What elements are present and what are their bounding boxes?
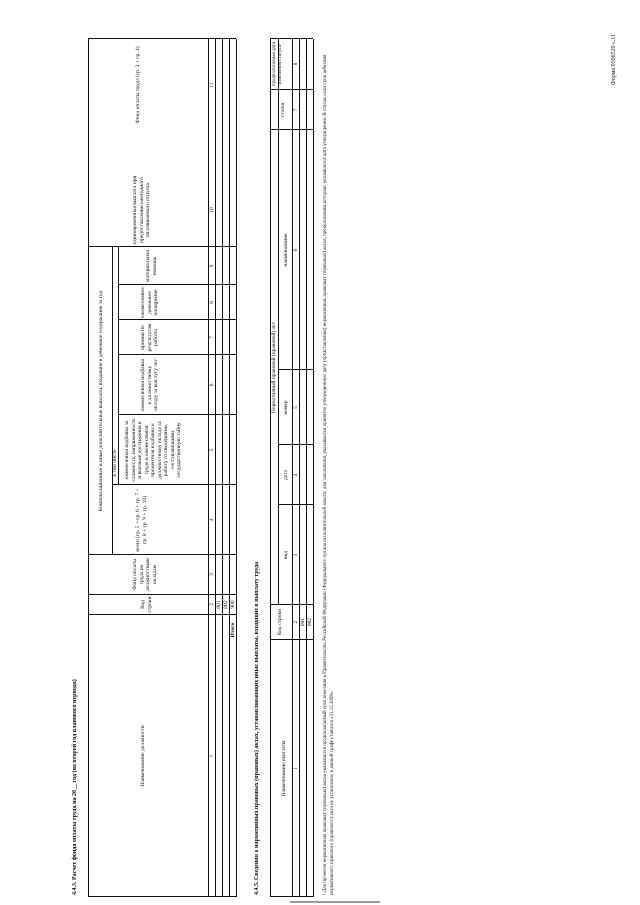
t2-colnum-8: 8 bbox=[293, 62, 299, 66]
t2-v-date bbox=[278, 504, 313, 505]
t2-hdr-act-group: Нормативный правовой (правовой) акт bbox=[271, 321, 277, 414]
t1-bottom-border bbox=[236, 39, 237, 897]
t2-v-article bbox=[270, 129, 313, 130]
colnum-8: 8 bbox=[209, 301, 215, 304]
hdr-fot: Фонд оплаты труда (гр. 3 + гр. 4) bbox=[135, 46, 141, 124]
colnum-1: 1 bbox=[209, 754, 215, 758]
t1-left-border bbox=[88, 896, 236, 897]
section-445-title: 4.4.5. Сведения о нормативных правовых (правовых) актах, устанавливающих иные выплаты, входящие в выплату труда bbox=[254, 561, 260, 895]
hdr-sub-7: премии по результатам работы bbox=[140, 323, 159, 352]
section-443-title: 4.4.3. Расчет фонда оплаты труда на 20__ год (на второй год планового периода) bbox=[72, 679, 78, 895]
t2-colnum-7: 7 bbox=[293, 108, 299, 112]
t1-v-6 bbox=[118, 414, 236, 415]
footnote: ¹ Для проектов нормативных правовых (правовых) актов указывается предполагаемый срок внесения в Правительство Российской Федерации (Федерального органа исполнительной власти, для заполнения, указывается принятое утвержденную дату (представления) нормативных правовых (правовых) актов, прекратившим которые: указывается дата утверждения. В случае если срок действия нормативного правового (правового) акта не установлен, в данной графе ставится «31.12.2099». bbox=[323, 54, 335, 895]
colnum-7: 7 bbox=[209, 336, 215, 339]
t2-colnum-5: 5 bbox=[293, 406, 299, 409]
t1-row-001-bottom bbox=[222, 39, 223, 897]
t2-v-effective bbox=[270, 89, 313, 90]
t2-hdr-code: Код строки bbox=[277, 608, 283, 636]
hdr-salary-fund: Фонд оплаты труда по должностным окладам bbox=[132, 558, 158, 591]
t2-hdr-name: наименование bbox=[283, 233, 289, 267]
t2-hdr-effective-date: предполагаемая дата изменения статуса¹ bbox=[272, 41, 283, 87]
hdr-position: Наименование должности bbox=[140, 725, 146, 787]
t2-hdr-article: статья bbox=[280, 102, 286, 118]
t2-row-001-bottom bbox=[306, 39, 307, 897]
row-code-001: 001 bbox=[216, 600, 222, 609]
form-label: Форма 0506520 с.11 bbox=[611, 33, 617, 85]
hdr-code: Код строки bbox=[140, 596, 153, 613]
total-label: Итого bbox=[230, 622, 236, 638]
hdr-sub-5: ежемесячная надбавка за сложность, напряженность и высокие достижения в труде и ежемесячная процентная надбавка к должностному окладу за работу со сведениями, составляющими государственную тайну bbox=[124, 418, 182, 482]
t1-v-8 bbox=[118, 319, 236, 320]
t1-top-border bbox=[88, 39, 89, 897]
t2-hdr-number: номер bbox=[283, 400, 289, 415]
t2-colnum-1: 1 bbox=[293, 767, 299, 770]
hdr-sub-10: единовременная выплата при предоставлении ежегодного оплачиваемого отпуска bbox=[132, 175, 151, 245]
t2-hdr-payment-name: Наименование выплаты bbox=[281, 740, 287, 797]
colnum-3: 3 bbox=[209, 573, 215, 576]
t2-hdr-kind: вид bbox=[283, 550, 289, 560]
colnum-5: 5 bbox=[209, 448, 215, 452]
t2-bottom-border bbox=[313, 39, 314, 897]
colnum-11: 11 bbox=[209, 82, 215, 88]
t2-group-line bbox=[278, 39, 279, 605]
t2-colnum-3: 3 bbox=[293, 553, 299, 557]
t1-v-total bbox=[88, 554, 236, 555]
t2-v-code bbox=[270, 639, 313, 640]
colnum-6: 6 bbox=[209, 383, 215, 387]
hdr-sub-6: ежемесячная надбавка к должностному окладу за выслугу лет bbox=[140, 358, 159, 412]
hdr-of-which: в том числе bbox=[112, 449, 118, 477]
colnum-2: 2 bbox=[209, 603, 215, 606]
t1-v-fot bbox=[88, 246, 236, 247]
colnum-10: 10 bbox=[209, 207, 215, 213]
t1-group-line bbox=[112, 247, 113, 555]
total-code: 900 bbox=[230, 600, 236, 609]
t2-colnum-6: 6 bbox=[293, 248, 299, 252]
t1-v-9 bbox=[118, 284, 236, 285]
t2-row-code-002: 002 bbox=[307, 617, 313, 627]
colnum-9: 9 bbox=[209, 264, 215, 268]
row-code-002: 002 bbox=[223, 600, 229, 609]
hdr-comp-group: Компенсационные и иные дополнительные выплаты, входящие в денежное содержание за год bbox=[98, 290, 104, 512]
t2-colnum-4: 4 bbox=[293, 473, 299, 477]
t1-v-7 bbox=[118, 354, 236, 355]
t2-v-kind bbox=[270, 604, 313, 605]
t1-v-code bbox=[88, 614, 236, 615]
t2-row-code-001: 001 bbox=[300, 617, 306, 627]
t2-hdr-date: дата bbox=[283, 470, 289, 481]
t1-row-002-bottom bbox=[229, 39, 230, 897]
t1-right-border bbox=[88, 38, 236, 39]
t2-left-border bbox=[270, 896, 313, 897]
t1-v-5 bbox=[112, 484, 236, 485]
hdr-sub-9: материальная помощь bbox=[145, 250, 158, 282]
hdr-sub-8: ежемесячное денежное поощрение bbox=[140, 287, 159, 318]
hdr-total: всего (гр. 5 + гр. 6 + гр. 7 + гр. 8 + гр. 9 + гр. 10) bbox=[135, 488, 148, 552]
t2-v-name bbox=[278, 369, 313, 370]
t2-right-border bbox=[270, 38, 313, 39]
colnum-4: 4 bbox=[209, 518, 215, 522]
t2-v-number bbox=[278, 444, 313, 445]
t2-colnum-2: 2 bbox=[293, 620, 299, 624]
